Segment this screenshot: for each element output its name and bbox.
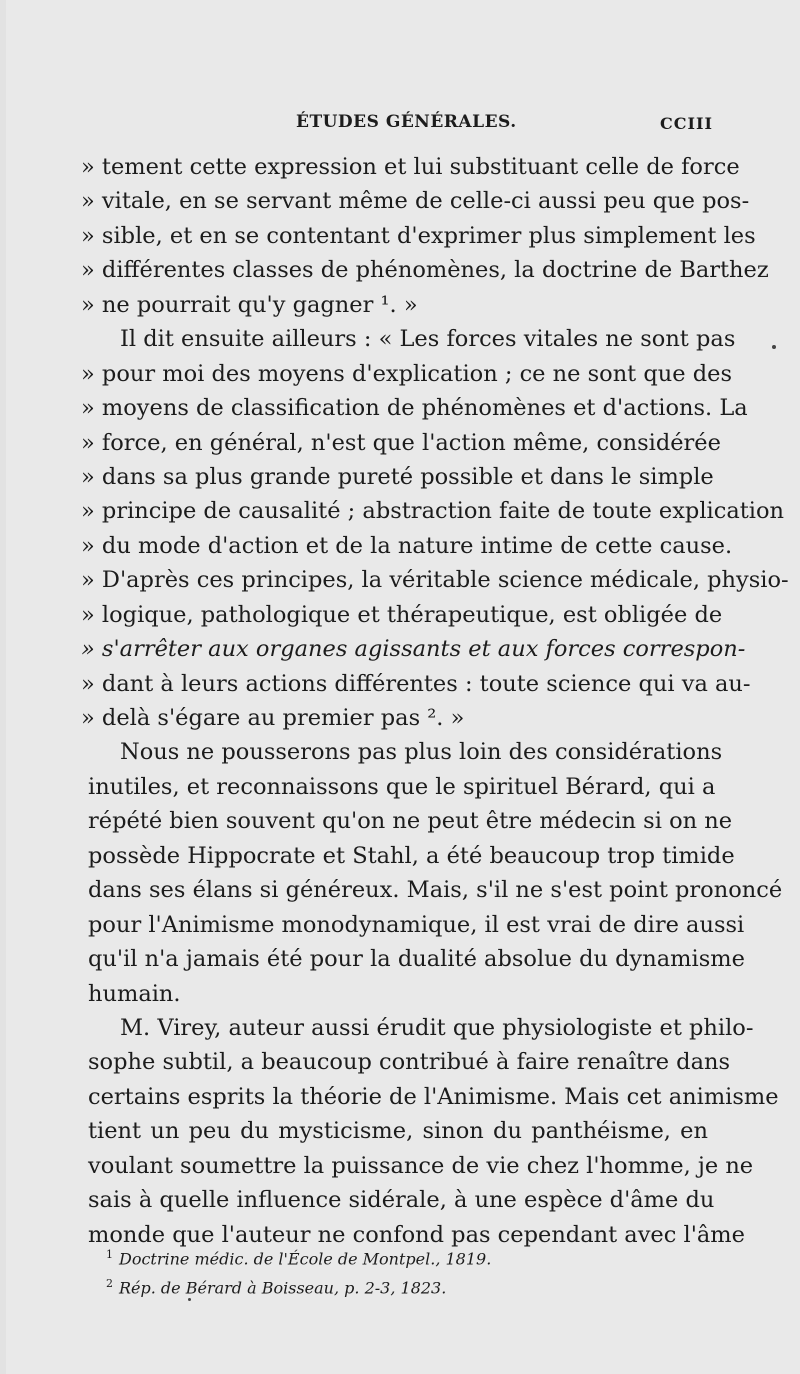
running-title: ÉTUDES GÉNÉRALES. [296, 112, 517, 132]
text-line: tient un peu du mysticisme, sinon du panthéisme, en [88, 1118, 708, 1145]
text-line: » delà s'égare au premier pas ². » [81, 705, 465, 731]
text-line: » du mode d'action et de la nature intime de cette cause. [81, 532, 733, 559]
text-line: pour l'Animisme monodynamique, il est vrai de dire aussi [88, 911, 745, 938]
text-line: » logique, pathologique et thérapeutique, est obligée de [81, 601, 723, 628]
text-line: » D'après ces principes, la véritable science médicale, physio- [81, 567, 789, 594]
footnote-marker: 1 [106, 1248, 113, 1261]
text-line: » s'arrêter aux organes agissants et aux forces correspon- [81, 636, 746, 663]
text-line: Il dit ensuite ailleurs : « Les forces vitales ne sont pas [120, 326, 736, 353]
text-line: » sible, et en se contentant d'exprimer plus simplement les [81, 222, 756, 249]
text-line: M. Virey, auteur aussi érudit que physiologiste et philo- [120, 1014, 754, 1041]
paper-speck [772, 345, 776, 349]
text-line: humain. [88, 980, 181, 1007]
footnote [106, 1269, 666, 1298]
footnote-marker: 2 [106, 1277, 113, 1290]
text-line: monde que l'auteur ne confond pas cependant avec l'âme [88, 1221, 745, 1248]
paper-speck [188, 1298, 191, 1301]
text-line: » dant à leurs actions différentes : toute science qui va au- [81, 670, 751, 697]
text-line: » différentes classes de phénomènes, la doctrine de Barthez [81, 257, 769, 284]
text-line: » pour moi des moyens d'explication ; ce ne sont que des [81, 360, 733, 387]
text-line: Nous ne pousserons pas plus loin des considérations [120, 739, 723, 766]
text-line: » tement cette expression et lui substituant celle de force [81, 154, 740, 180]
text-line: qu'il n'a jamais été pour la dualité absolue du dynamisme [88, 946, 745, 973]
text-line: » force, en général, n'est que l'action même, considérée [81, 429, 721, 456]
text-line: » principe de causalité ; abstraction faite de toute explication [81, 498, 785, 525]
text-line: dans ses élans si généreux. Mais, s'il ne s'est point prononcé [88, 877, 783, 904]
running-head [6, 112, 800, 142]
footnote-text: Doctrine médic. de l'École de Montpel., 1819. [119, 1249, 492, 1269]
body-text [81, 150, 789, 1252]
text-line: inutiles, et reconnaissons que le spirituel Bérard, qui a [88, 773, 716, 800]
text-line: voulant soumettre la puissance de vie chez l'homme, je ne [88, 1152, 754, 1179]
footnotes [106, 1240, 666, 1298]
text-line: certains esprits la théorie de l'Animisme. Mais cet animisme [88, 1083, 779, 1110]
text-line: » dans sa plus grande pureté possible et dans le simple [81, 463, 714, 490]
footnote-text: Rép. de Bérard à Boisseau, p. 2-3, 1823. [119, 1278, 447, 1298]
text-line: répété bien souvent qu'on ne peut être médecin si on ne [88, 808, 733, 835]
text-line: sophe subtil, a beaucoup contribué à faire renaître dans [88, 1049, 731, 1076]
page-number: CCIII [660, 114, 713, 133]
text-line: possède Hippocrate et Stahl, a été beaucoup trop timide [88, 842, 735, 869]
footnote [106, 1240, 666, 1269]
text-line: » vitale, en se servant même de celle-ci aussi peu que pos- [81, 188, 750, 215]
text-line: » ne pourrait qu'y gagner ¹. » [81, 291, 418, 318]
text-line: sais à quelle influence sidérale, à une espèce d'âme du [88, 1187, 715, 1214]
text-line: » moyens de classification de phénomènes et d'actions. La [81, 395, 748, 422]
book-page [6, 0, 800, 1374]
